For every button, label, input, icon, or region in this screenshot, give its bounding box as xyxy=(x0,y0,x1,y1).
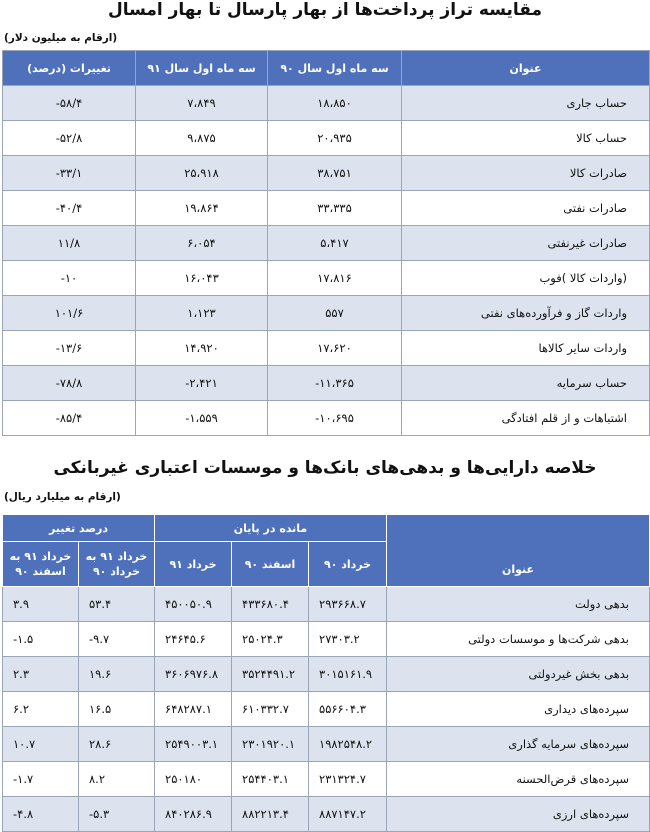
cell-kh91-vs-kh90: ۵۳.۴ xyxy=(79,587,155,622)
header-kh91-vs-es90: خرداد ۹۱ به اسفند ۹۰ xyxy=(3,542,79,587)
cell-khordad90: ۸۸۷۱۴۷.۲ xyxy=(309,797,387,832)
cell-label: حساب جاری xyxy=(402,86,650,121)
cell-label: بدهی دولت xyxy=(387,587,650,622)
cell-label: صادرات کالا xyxy=(402,156,650,191)
cell-esfand90: ۴۳۳۶۸۰.۴ xyxy=(232,587,309,622)
cell-q91: ۱۴،۹۲۰ xyxy=(136,331,268,366)
cell-kh91-vs-es90: -۱.۵ xyxy=(3,622,79,657)
cell-q90: ۲۰،۹۳۵ xyxy=(268,121,402,156)
cell-khordad91: ۳۶۰۶۹۷۶.۸ xyxy=(155,657,232,692)
bank-assets-liabilities-table xyxy=(2,514,650,832)
cell-q90: ۳۸،۷۵۱ xyxy=(268,156,402,191)
cell-esfand90: ۲۵۴۴۰۳.۱ xyxy=(232,762,309,797)
table-row xyxy=(3,692,650,727)
cell-change: -۵۸/۴ xyxy=(3,86,136,121)
cell-kh91-vs-kh90: -۵.۳ xyxy=(79,797,155,832)
cell-khordad90: ۲۹۳۶۶۸.۷ xyxy=(309,587,387,622)
cell-label: (واردات کالا )فوب xyxy=(402,261,650,296)
cell-q90: -۱۰،۶۹۵ xyxy=(268,401,402,436)
cell-khordad90: ۲۷۳۰۳.۲ xyxy=(309,622,387,657)
cell-esfand90: ۶۱۰۳۳۲.۷ xyxy=(232,692,309,727)
cell-label: بدهی شرکت‌ها و موسسات دولتی xyxy=(387,622,650,657)
cell-kh91-vs-kh90: ۸.۲ xyxy=(79,762,155,797)
cell-q91: ۹،۸۷۵ xyxy=(136,121,268,156)
header-title: عنوان xyxy=(387,515,650,587)
cell-label: اشتباهات و از قلم افتادگی xyxy=(402,401,650,436)
table-row xyxy=(3,401,650,436)
cell-label: واردات سایر کالاها xyxy=(402,331,650,366)
cell-change: ۱۰۱/۶ xyxy=(3,296,136,331)
table-row xyxy=(3,156,650,191)
header-q91: سه ماه اول سال ۹۱ xyxy=(136,51,268,86)
table-row xyxy=(3,587,650,622)
table-row xyxy=(3,366,650,401)
header-khordad90: خرداد ۹۰ xyxy=(309,542,387,587)
cell-kh91-vs-es90: -۱.۷ xyxy=(3,762,79,797)
header-change-group: درصد تغییر xyxy=(3,515,155,542)
cell-label: صادرات غیرنفتی xyxy=(402,226,650,261)
cell-q91: ۱،۱۲۳ xyxy=(136,296,268,331)
cell-q91: ۱۶،۰۴۳ xyxy=(136,261,268,296)
table-row xyxy=(3,331,650,366)
cell-kh91-vs-kh90: ۱۹.۶ xyxy=(79,657,155,692)
cell-label: سپرده‌های دیداری xyxy=(387,692,650,727)
cell-khordad91: ۲۵۴۹۰۰۳.۱ xyxy=(155,727,232,762)
cell-label: سپرده‌های قرض‌الحسنه xyxy=(387,762,650,797)
cell-esfand90: ۲۳۰۱۹۲۰.۱ xyxy=(232,727,309,762)
cell-label: بدهی بخش غیردولتی xyxy=(387,657,650,692)
header-balance-group: مانده در پایان xyxy=(155,515,387,542)
header-q90: سه ماه اول سال ۹۰ xyxy=(268,51,402,86)
banks-unit-note: (ارقام به میلیارد ریال) xyxy=(4,491,121,503)
cell-q90: ۱۸،۸۵۰ xyxy=(268,86,402,121)
cell-q90: ۱۷،۸۱۶ xyxy=(268,261,402,296)
cell-change: -۳۳/۱ xyxy=(3,156,136,191)
banks-table-title: خلاصه دارایی‌ها و بدهی‌های بانک‌ها و موسسات اعتباری غیربانکی xyxy=(53,458,597,478)
cell-change: ۱۱/۸ xyxy=(3,226,136,261)
cell-khordad90: ۵۵۶۶۰۴.۳ xyxy=(309,692,387,727)
cell-q90: -۱۱،۳۶۵ xyxy=(268,366,402,401)
table-row xyxy=(3,622,650,657)
table-row xyxy=(3,657,650,692)
cell-kh91-vs-es90: -۴.۸ xyxy=(3,797,79,832)
cell-khordad91: ۸۴۰۲۸۶.۹ xyxy=(155,797,232,832)
header-khordad91: خرداد ۹۱ xyxy=(155,542,232,587)
cell-esfand90: ۲۵۰۲۴.۳ xyxy=(232,622,309,657)
header-esfand90: اسفند ۹۰ xyxy=(232,542,309,587)
cell-kh91-vs-es90: ۱۰.۷ xyxy=(3,727,79,762)
cell-q91: ۶،۰۵۴ xyxy=(136,226,268,261)
balance-of-payments-table xyxy=(2,50,650,436)
cell-kh91-vs-es90: ۶.۲ xyxy=(3,692,79,727)
cell-q90: ۵۵۷ xyxy=(268,296,402,331)
cell-q91: -۱،۵۵۹ xyxy=(136,401,268,436)
table-row xyxy=(3,762,650,797)
cell-khordad91: ۶۴۸۲۸۷.۱ xyxy=(155,692,232,727)
cell-esfand90: ۸۸۲۲۱۳.۴ xyxy=(232,797,309,832)
cell-kh91-vs-kh90: -۹.۷ xyxy=(79,622,155,657)
cell-kh91-vs-kh90: ۱۶.۵ xyxy=(79,692,155,727)
cell-q90: ۵،۴۱۷ xyxy=(268,226,402,261)
table-row xyxy=(3,296,650,331)
cell-kh91-vs-es90: ۳.۹ xyxy=(3,587,79,622)
table-row xyxy=(3,191,650,226)
cell-esfand90: ۳۵۲۴۴۹۱.۲ xyxy=(232,657,309,692)
table-row xyxy=(3,226,650,261)
cell-kh91-vs-kh90: ۲۸.۶ xyxy=(79,727,155,762)
cell-khordad90: ۱۹۸۲۵۴۸.۲ xyxy=(309,727,387,762)
cell-change: -۵۲/۸ xyxy=(3,121,136,156)
cell-q90: ۱۷،۶۲۰ xyxy=(268,331,402,366)
cell-label: حساب سرمایه xyxy=(402,366,650,401)
cell-q91: ۷،۸۴۹ xyxy=(136,86,268,121)
balance-unit-note: (ارقام به میلیون دلار) xyxy=(4,32,118,44)
cell-change: -۱۳/۶ xyxy=(3,331,136,366)
cell-label: واردات گاز و فرآورده‌های نفتی xyxy=(402,296,650,331)
cell-kh91-vs-es90: ۲.۳ xyxy=(3,657,79,692)
cell-khordad91: ۲۵۰۱۸۰ xyxy=(155,762,232,797)
table-row xyxy=(3,797,650,832)
cell-q91: ۱۹،۸۶۴ xyxy=(136,191,268,226)
cell-label: حساب کالا xyxy=(402,121,650,156)
cell-khordad90: ۲۳۱۳۲۴.۷ xyxy=(309,762,387,797)
cell-change: -۸۵/۴ xyxy=(3,401,136,436)
header-title: عنوان xyxy=(402,51,650,86)
table-row xyxy=(3,121,650,156)
cell-q90: ۳۳،۳۳۵ xyxy=(268,191,402,226)
cell-change: -۱۰ xyxy=(3,261,136,296)
cell-change: -۷۸/۸ xyxy=(3,366,136,401)
cell-label: صادرات نفتی xyxy=(402,191,650,226)
cell-label: سپرده‌های ارزی xyxy=(387,797,650,832)
table-header-group-row xyxy=(3,515,650,542)
cell-khordad91: ۴۵۰۰۵۰.۹ xyxy=(155,587,232,622)
table-header-row xyxy=(3,51,650,86)
cell-change: -۴۰/۴ xyxy=(3,191,136,226)
header-change: تغییرات (درصد) xyxy=(3,51,136,86)
table-row xyxy=(3,727,650,762)
cell-q91: ۲۵،۹۱۸ xyxy=(136,156,268,191)
balance-table-title: مقایسه تراز پرداخت‌ها از بهار پارسال تا بهار امسال xyxy=(107,0,543,20)
header-kh91-vs-kh90: خرداد ۹۱ به خرداد ۹۰ xyxy=(79,542,155,587)
table-row xyxy=(3,86,650,121)
cell-khordad90: ۳۰۱۵۱۶۱.۹ xyxy=(309,657,387,692)
cell-khordad91: ۲۴۶۴۵.۶ xyxy=(155,622,232,657)
table-row xyxy=(3,261,650,296)
cell-q91: -۲،۴۲۱ xyxy=(136,366,268,401)
cell-label: سپرده‌های سرمایه گذاری xyxy=(387,727,650,762)
